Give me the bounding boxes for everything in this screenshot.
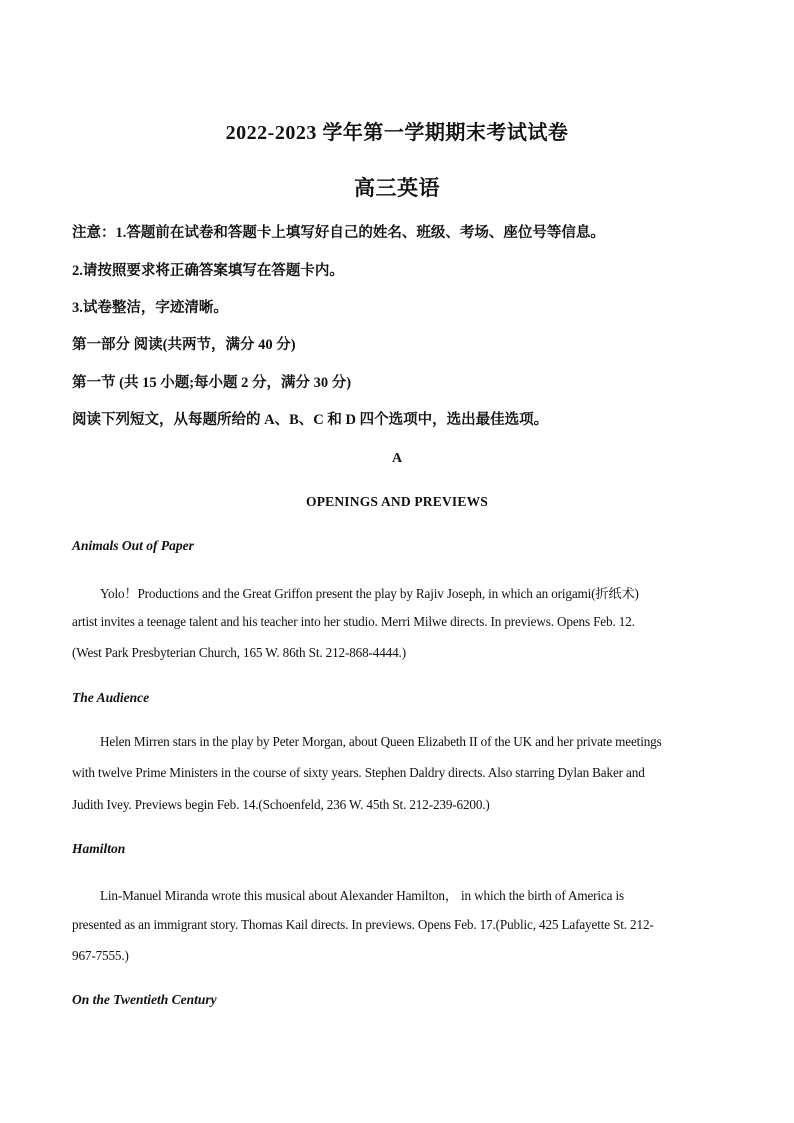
passage-heading: OPENINGS AND PREVIEWS [306, 494, 488, 509]
item-title-on-the-twentieth-century: On the Twentieth Century [72, 992, 217, 1007]
exam-title: 2022-2023 学年第一学期期末考试试卷 [225, 122, 569, 144]
section-part-one: 第一部分 阅读(共两节，满分 40 分) [72, 337, 296, 353]
item-3-line-1: Lin-Manuel Miranda wrote this musical about Alexander Hamilton， in which the birth of America is [100, 888, 624, 903]
item-title-the-audience: The Audience [72, 690, 150, 705]
item-1-line-2: artist invites a teenage talent and his teacher into her studio. Merri Milwe directs. In previews. Opens Feb. 12. [72, 614, 635, 629]
item-2-line-2: with twelve Prime Ministers in the course of sixty years. Stephen Daldry directs. Also starring Dylan Baker and [72, 765, 645, 780]
item-2-line-3: Judith Ivey. Previews begin Feb. 14.(Schoenfeld, 236 W. 45th St. 212-239-6200.) [72, 797, 490, 812]
exam-subtitle: 高三英语 [354, 176, 440, 200]
item-1-line-1: Yolo！Productions and the Great Griffon present the play by Rajiv Joseph, in which an origami(折纸术) [100, 586, 639, 601]
item-title-hamilton: Hamilton [72, 841, 126, 856]
instruction-line-2: 2.请按照要求将正确答案填写在答题卡内。 [72, 263, 344, 279]
item-2-line-1: Helen Mirren stars in the play by Peter Morgan, about Queen Elizabeth II of the UK and her private meetings [100, 734, 662, 749]
reading-directions: 阅读下列短文，从每题所给的 A、B、C 和 D 四个选项中，选出最佳选项。 [72, 412, 549, 428]
instruction-line-1: 注意：1.答题前在试卷和答题卡上填写好自己的姓名、班级、考场、座位号等信息。 [72, 225, 605, 241]
section-one-info: 第一节 (共 15 小题;每小题 2 分，满分 30 分) [72, 375, 352, 391]
item-1-line-3: (West Park Presbyterian Church, 165 W. 86th St. 212-868-4444.) [72, 645, 406, 660]
item-title-animals-out-of-paper: Animals Out of Paper [72, 538, 194, 553]
item-3-line-2: presented as an immigrant story. Thomas Kail directs. In previews. Opens Feb. 17.(Public, 425 Lafayette St. 212- [72, 917, 654, 932]
passage-letter: A [391, 451, 403, 466]
item-3-line-3: 967-7555.) [72, 948, 129, 963]
instruction-line-3: 3.试卷整洁，字迹清晰。 [72, 300, 228, 316]
